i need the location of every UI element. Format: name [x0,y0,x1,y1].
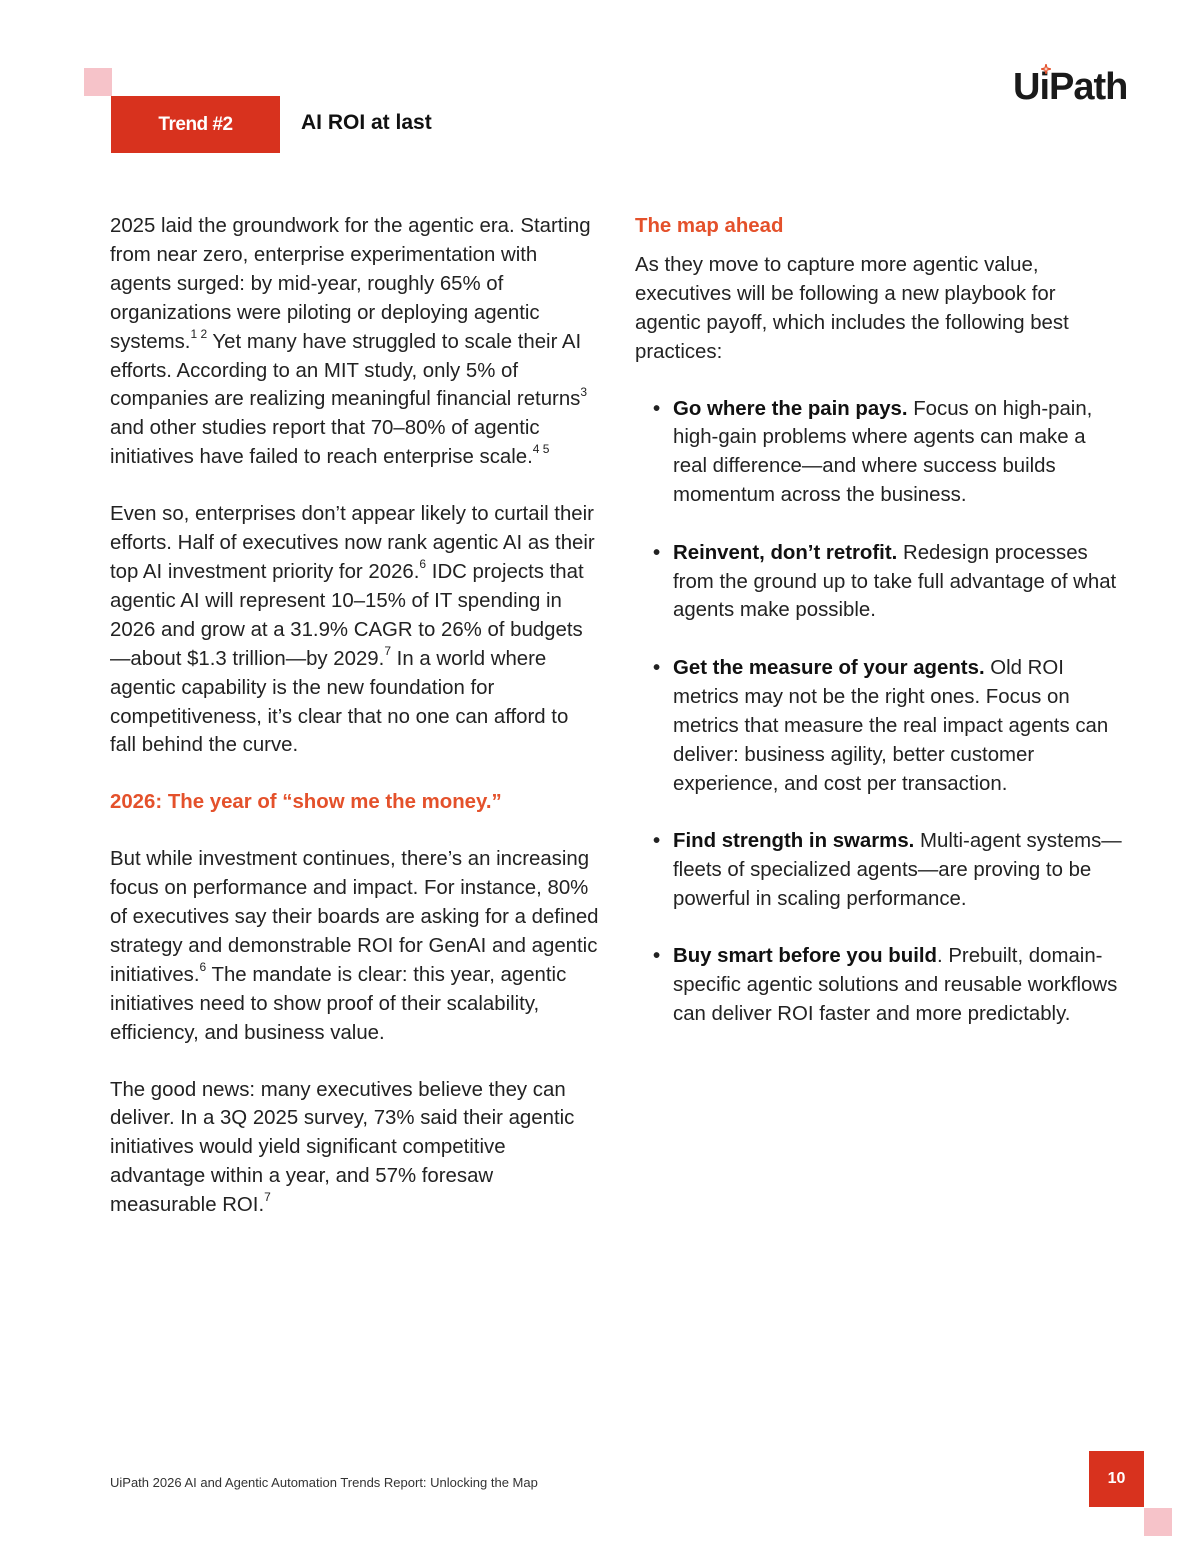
paragraph-good-news [110,1076,600,1221]
list-item [635,942,1125,1029]
practice-title: Get the measure of your agents. [673,656,985,679]
page-number: 10 [1089,1451,1144,1507]
practice-text: Focus on high-pain, high-gain problems where agents can make a real difference—and where success builds momentum across the business. [673,397,1093,507]
right-column [635,212,1125,1057]
p3-text-b: The mandate is clear: this year, agentic initiatives need to show proof of their scalability, efficiency, and business value. [110,963,567,1044]
practice-title: Reinvent, don’t retrofit. [673,541,898,564]
left-column [110,212,600,1220]
footnote-ref: 6 [419,557,427,572]
p2-text-b: IDC projects that agentic AI will represent 10–15% of IT spending in 2026 and grow at a 31.9% CAGR to 26% of budgets—about $1.3 trillion—by 2029. [110,560,584,670]
footnote-ref: 6 [199,960,207,975]
practice-text: Multi-agent systems—fleets of specialized agents—are proving to be powerful in scaling performance. [673,829,1122,910]
bullet-icon: • [653,541,661,564]
footnote-ref: 7 [264,1190,271,1205]
paragraph-groundwork [110,212,600,472]
list-item [635,827,1125,914]
p4-text-a: The good news: many executives believe they can deliver. In a 3Q 2025 survey, 73% said their agentic initiatives would yield significant competitive advantage within a year, and 57% foresaw measurable ROI. [110,1078,575,1217]
footnote-ref: 1 2 [190,326,208,341]
logo-text-i: i [1039,66,1050,108]
best-practices-list [635,395,1125,1029]
footer-report-title: UiPath 2026 AI and Agentic Automation Trends Report: Unlocking the Map [110,1475,538,1490]
heading-show-me-money: 2026: The year of “show me the money.” [110,791,502,814]
practice-title: Find strength in swarms. [673,829,915,852]
practice-title: Go where the pain pays. [673,397,908,420]
heading-map-ahead: The map ahead [635,215,784,237]
trend-tag: Trend #2 [111,96,280,153]
p2-text-c: In a world where agentic capability is the new foundation for competitiveness, it’s clear that no one can afford to fall behind the curve. [110,647,569,757]
list-item [635,395,1125,511]
bullet-icon: • [653,397,661,420]
section-title: AI ROI at last [301,111,432,134]
decorative-square-bottom [1144,1508,1172,1536]
p1-text-c: and other studies report that 70–80% of agentic initiatives have failed to reach enterprise scale. [110,417,540,469]
p1-text-a: 2025 laid the groundwork for the agentic era. Starting from near zero, enterprise experimentation with agents surged: by mid-year, roughly 65% of organizations were piloting or deploying agentic systems. [110,215,591,353]
practice-title: Buy smart before you build [673,945,937,968]
bullet-icon: • [653,829,661,852]
list-item [635,654,1125,799]
paragraph-even-so [110,500,600,760]
practice-text: . Prebuilt, domain-specific agentic solutions and reusable workflows can deliver ROI faster and more predictably. [673,945,1118,1025]
decorative-square-top [84,68,112,96]
logo-text-u: U [1013,66,1040,108]
logo-text-path: Path [1049,66,1128,108]
practice-text: Redesign processes from the ground up to take full advantage of what agents make possible. [673,541,1117,622]
sparkle-icon [1041,64,1051,74]
footnote-ref: 4 5 [532,442,550,457]
p2-text-a: Even so, enterprises don’t appear likely to curtail their efforts. Half of executives now rank agentic AI as their top AI investment priority for 2026. [110,503,595,583]
p3-text-a: But while investment continues, there’s an increasing focus on performance and impact. For instance, 80% of executives say their boards are asking for a defined strategy and demonstrable ROI for GenAI and agentic initiatives. [110,848,599,986]
bullet-icon: • [653,945,661,968]
paragraph-intro: As they move to capture more agentic value, executives will be following a new playbook for agentic payoff, which includes the following best practices: [635,253,1069,363]
footnote-ref: 7 [384,643,391,658]
paragraph-investment [110,845,600,1047]
p1-text-b: Yet many have struggled to scale their AI efforts. According to an MIT study, only 5% of companies are realizing meaningful financial returns [110,330,582,411]
practice-text: Old ROI metrics may not be the right ones. Focus on metrics that measure the real impact agents can deliver: business agility, better customer experience, and cost per transaction. [673,656,1109,795]
footnote-ref: 3 [580,384,588,399]
bullet-icon: • [653,656,661,679]
list-item [635,539,1125,626]
uipath-logo [1013,66,1148,112]
